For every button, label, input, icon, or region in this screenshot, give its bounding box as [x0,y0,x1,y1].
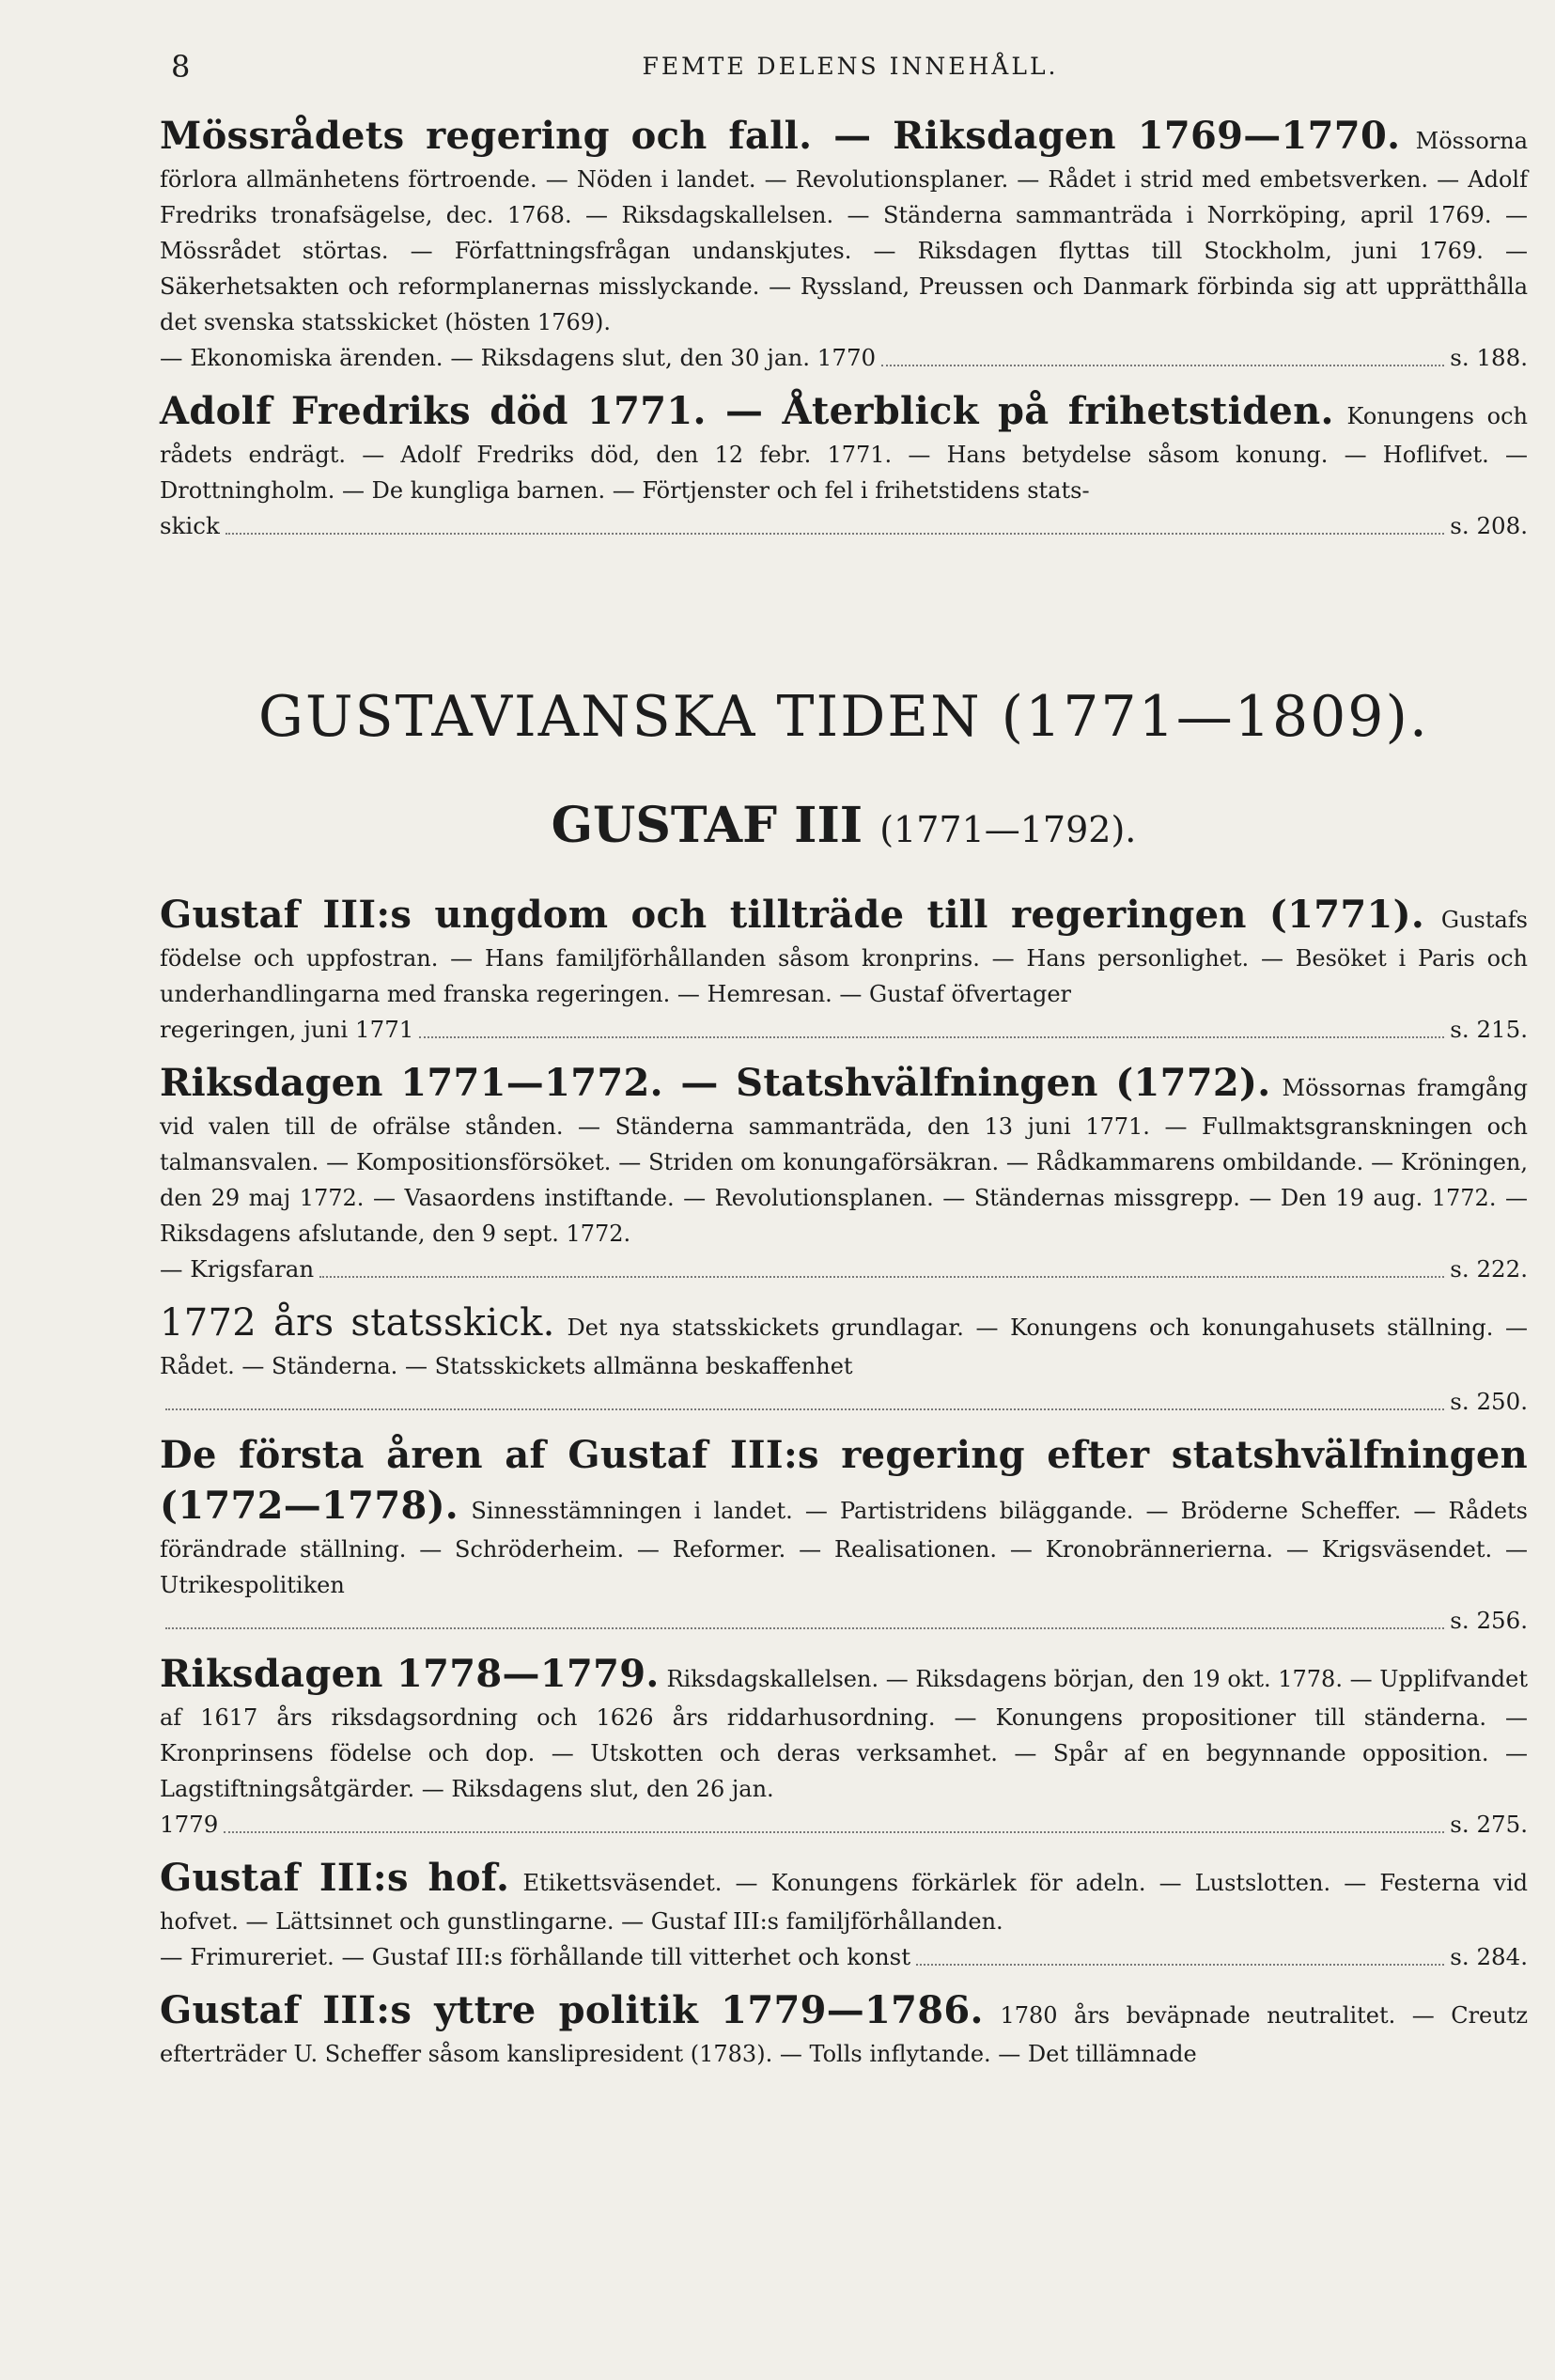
dot-leader [224,1830,1444,1833]
toc-entry [160,1853,1528,1974]
page-number: 8 [171,49,191,85]
entry-summary: Konungens och rådets endrägt. — Adolf Fredriks död, den 12 febr. 1771. — Hans betydelse såsom konung. — Hoflifvet. — Drottningholm. — De kungliga barnen. — Förtjenster och fel i frihetstidens stats- [160,403,1529,504]
toc-entry [160,1985,1528,2072]
entry-leader-line [160,508,1528,543]
entry-page-ref: s. 275. [1450,1811,1528,1838]
entry-leader-line [160,1807,1528,1842]
entry-summary: Sinnesstämningen i landet. — Partistridens biläggande. — Bröderne Scheffer. — Rådets förändrade ställning. — Schröderheim. — Reformer. — Realisationen. — Kronobrännerierna. — Krigsväsendet. — Utrikespolitiken [160,1498,1528,1598]
entry-leader-line [160,1603,1528,1638]
dot-leader [165,1626,1444,1629]
entry-summary: 1780 års beväpnade neutralitet. — Creutz efterträder U. Scheffer såsom kanslipresident (1783). — Tolls inflytande. — Det tillämnade [160,2002,1529,2067]
entry-summary: Mössornas framgång vid valen till de ofrälse stånden. — Ständerna sammanträda, den 13 juni 1771. — Fullmaktsgranskningen och talmansvalen. — Kompositionsförsöket. — Striden om konungaförsäkran. — Rådkammarens ombildande. — Kröningen, den 29 maj 1772. — Vasaordens instiftande. — Revolutionsplanen. — Ständernas missgrepp. — Den 19 aug. 1772. — Riksdagens afslutande, den 9 sept. 1772. [160,1075,1528,1247]
entry-summary: Gustafs födelse och uppfostran. — Hans familjförhållanden såsom kronprins. — Hans personlighet. — Besöket i Paris och underhandlingarna med franska regeringen. — Hemresan. — Gustaf öfvertager [160,907,1528,1007]
entry-summary: Mössorna förlora allmänhetens förtroende. — Nöden i landet. — Revolutionsplaner. — Rådet i strid med embetsverken. — Adolf Fredriks tronafsägelse, dec. 1768. — Riksdagskallelsen. — Ständerna sammanträda i Norrköping, april 1769. — Mössrådet störtas. — Författningsfrågan undanskjutes. — Riksdagen flyttas till Stockholm, juni 1769. — Säkerhetsakten och reformplanernas misslyckande. — Ryssland, Preussen och Danmark förbinda sig att upprätthålla det svenska statsskicket (hösten 1769). [160,128,1528,335]
toc-entry [160,386,1528,543]
entry-page-ref: s. 208. [1450,512,1528,539]
dot-leader [225,532,1444,535]
entry-page-ref: s. 222. [1450,1255,1528,1283]
part-title: GUSTAVIANSKA TIDEN (1771—1809). [258,684,1429,750]
toc-entry [160,111,1528,375]
entry-summary-end: regeringen, juni 1771 [160,1016,414,1043]
contents-body [160,111,1528,2083]
entry-title: Adolf Fredriks död 1771. — Återblick på frihetstiden. [160,389,1334,433]
reign-name: GUSTAF III [551,797,863,854]
entry-leader-line [160,340,1528,375]
entry-summary-end: skick [160,512,220,539]
entry-title: Gustaf III:s yttre politik 1779—1786. [160,1988,984,2032]
reign-title [160,797,1528,854]
dot-leader [881,364,1444,366]
entry-summary: Etikettsväsendet. — Konungens förkärlek för adeln. — Lustslotten. — Festerna vid hofvet. — Lättsinnet och gunstlingarne. — Gustaf III:s familjförhållanden. [160,1870,1528,1935]
entry-leader-line [160,1939,1528,1974]
entry-title: Riksdagen 1778—1779. [160,1652,660,1696]
entry-page-ref: s. 250. [1450,1388,1528,1415]
entry-summary-end: — Ekonomiska ärenden. — Riksdagens slut, den 30 jan. 1770 [160,344,877,371]
running-head: FEMTE DELENS INNEHÅLL. [642,53,1059,80]
entry-page-ref: s. 256. [1450,1607,1528,1634]
entry-summary: Riksdagskallelsen. — Riksdagens början, den 19 okt. 1778. — Upplifvandet af 1617 års riksdagsordning och 1626 års riddarhusordning. — Konungens propositioner till ständerna. — Kronprinsens födelse och dop. — Utskotten och deras verksamhet. — Spår af en begynnande opposition. — Lagstiftningsåtgärder. — Riksdagens slut, den 26 jan. [160,1666,1528,1802]
entry-page-ref: s. 188. [1450,344,1528,371]
entry-page-ref: s. 284. [1450,1943,1528,1970]
entry-summary-end: — Krigsfaran [160,1255,315,1283]
dot-leader [165,1408,1444,1410]
entry-summary-end: 1779 [160,1811,219,1838]
entry-leader-line [160,1384,1528,1419]
toc-entry [160,1058,1528,1286]
entry-leader-line [160,1252,1528,1286]
toc-entry [160,1430,1528,1638]
toc-entry [160,1298,1528,1419]
entry-title: De första åren af Gustaf III:s regering efter statshvälfningen (1772—1778). [160,1433,1528,1528]
entry-summary-end: — Frimureriet. — Gustaf III:s förhållande till vitterhet och konst [160,1943,911,1970]
page-header [160,49,1541,92]
toc-entry [160,1649,1528,1842]
entry-title: Gustaf III:s hof. [160,1856,510,1900]
toc-entry [160,890,1528,1047]
entry-summary: Det nya statsskickets grundlagar. — Konungens och konungahusets ställning. — Rådet. — Ständerna. — Statsskickets allmänna beskaffenhet [160,1314,1528,1379]
entry-title: Gustaf III:s ungdom och tillträde till regeringen (1771). [160,893,1425,937]
entry-leader-line [160,1012,1528,1047]
reign-years: (1771—1792). [879,809,1137,850]
entry-title: Mössrådets regering och fall. — Riksdagen 1769—1770. [160,114,1401,158]
entry-title: Riksdagen 1771—1772. — Statshvälfningen (1772). [160,1061,1271,1105]
dot-leader [419,1035,1444,1038]
dot-leader [319,1275,1444,1278]
entry-title: 1772 års statsskick. [160,1301,555,1345]
dot-leader [916,1963,1444,1966]
entry-page-ref: s. 215. [1450,1016,1528,1043]
